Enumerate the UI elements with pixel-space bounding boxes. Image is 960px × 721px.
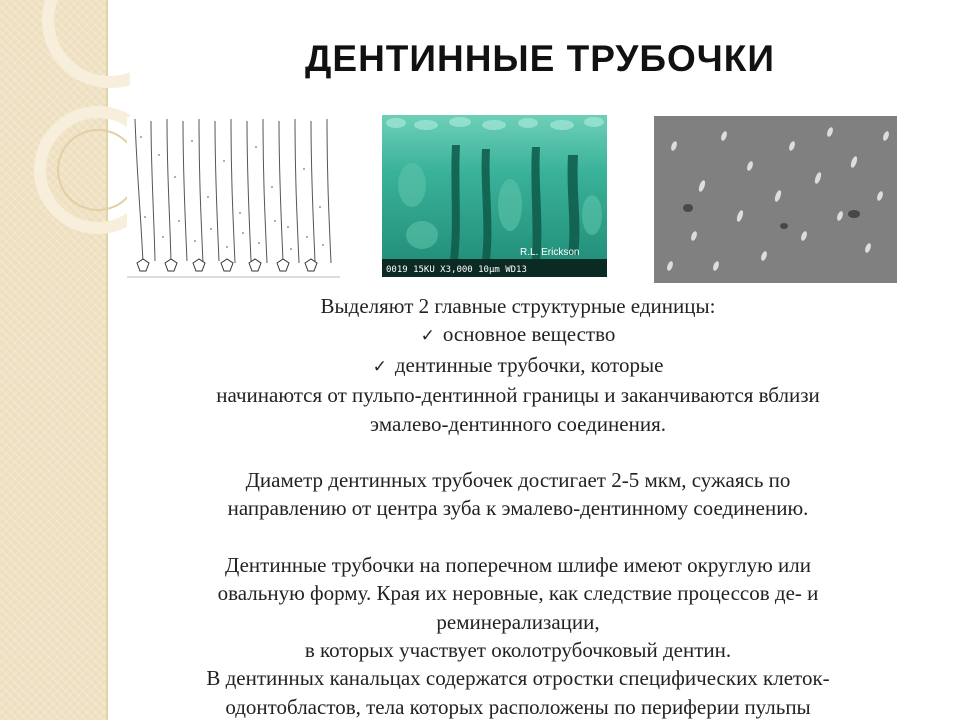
cross-section-line-2: овальную форму. Края их неровные, как следствие процессов де- и: [217, 581, 819, 606]
cross-section-micrograph-figure: [654, 116, 897, 283]
slide-title: ДЕНТИННЫЕ ТРУБОЧКИ: [305, 38, 775, 79]
list-item-ground-substance: ✓ основное вещество: [420, 322, 616, 347]
sem-micrograph-figure: [382, 115, 607, 277]
diameter-line-1: Диаметр дентинных трубочек достигает 2-5 мкм, сужаясь по: [245, 468, 791, 493]
cross-section-line-3: реминерализации,: [436, 609, 600, 634]
intro-line: Выделяют 2 главные структурные единицы:: [320, 294, 716, 318]
checkmark-icon: ✓: [372, 356, 387, 377]
paragraph-gap: [128, 438, 908, 466]
cross-section-line-4: в которых участвует околотрубочковый дентин.: [304, 638, 732, 663]
paragraph-gap: [128, 523, 908, 551]
sem-watermark: R.L. Erickson: [520, 247, 580, 258]
slide-body-text: [128, 292, 908, 721]
tubule-drawing-figure: [127, 117, 340, 283]
cross-section-line-1: Дентинные трубочки на поперечном шлифе имеют округлую или: [225, 552, 811, 577]
checkmark-icon: ✓: [420, 326, 435, 347]
diameter-line-2: направлению от центра зуба к эмалево-дентинному соединению.: [227, 496, 809, 521]
sem-info-bar: 0019 15KU X3,000 10μm WD13: [386, 265, 527, 275]
list-item-tubules: ✓ дентинные трубочки, которые: [372, 352, 664, 377]
tubules-continuation-line-2: эмалево-дентинного соединения.: [369, 411, 666, 436]
canal-line-1: В дентинных канальцах содержатся отростки специфических клеток-: [206, 666, 830, 691]
canal-line-2: одонтобластов, тела которых расположены по периферии пульпы: [225, 694, 811, 719]
decorative-rings: [0, 0, 130, 260]
tubules-continuation-line-1: начинаются от пульпо-дентинной границы и заканчиваются вблизи: [216, 383, 820, 408]
